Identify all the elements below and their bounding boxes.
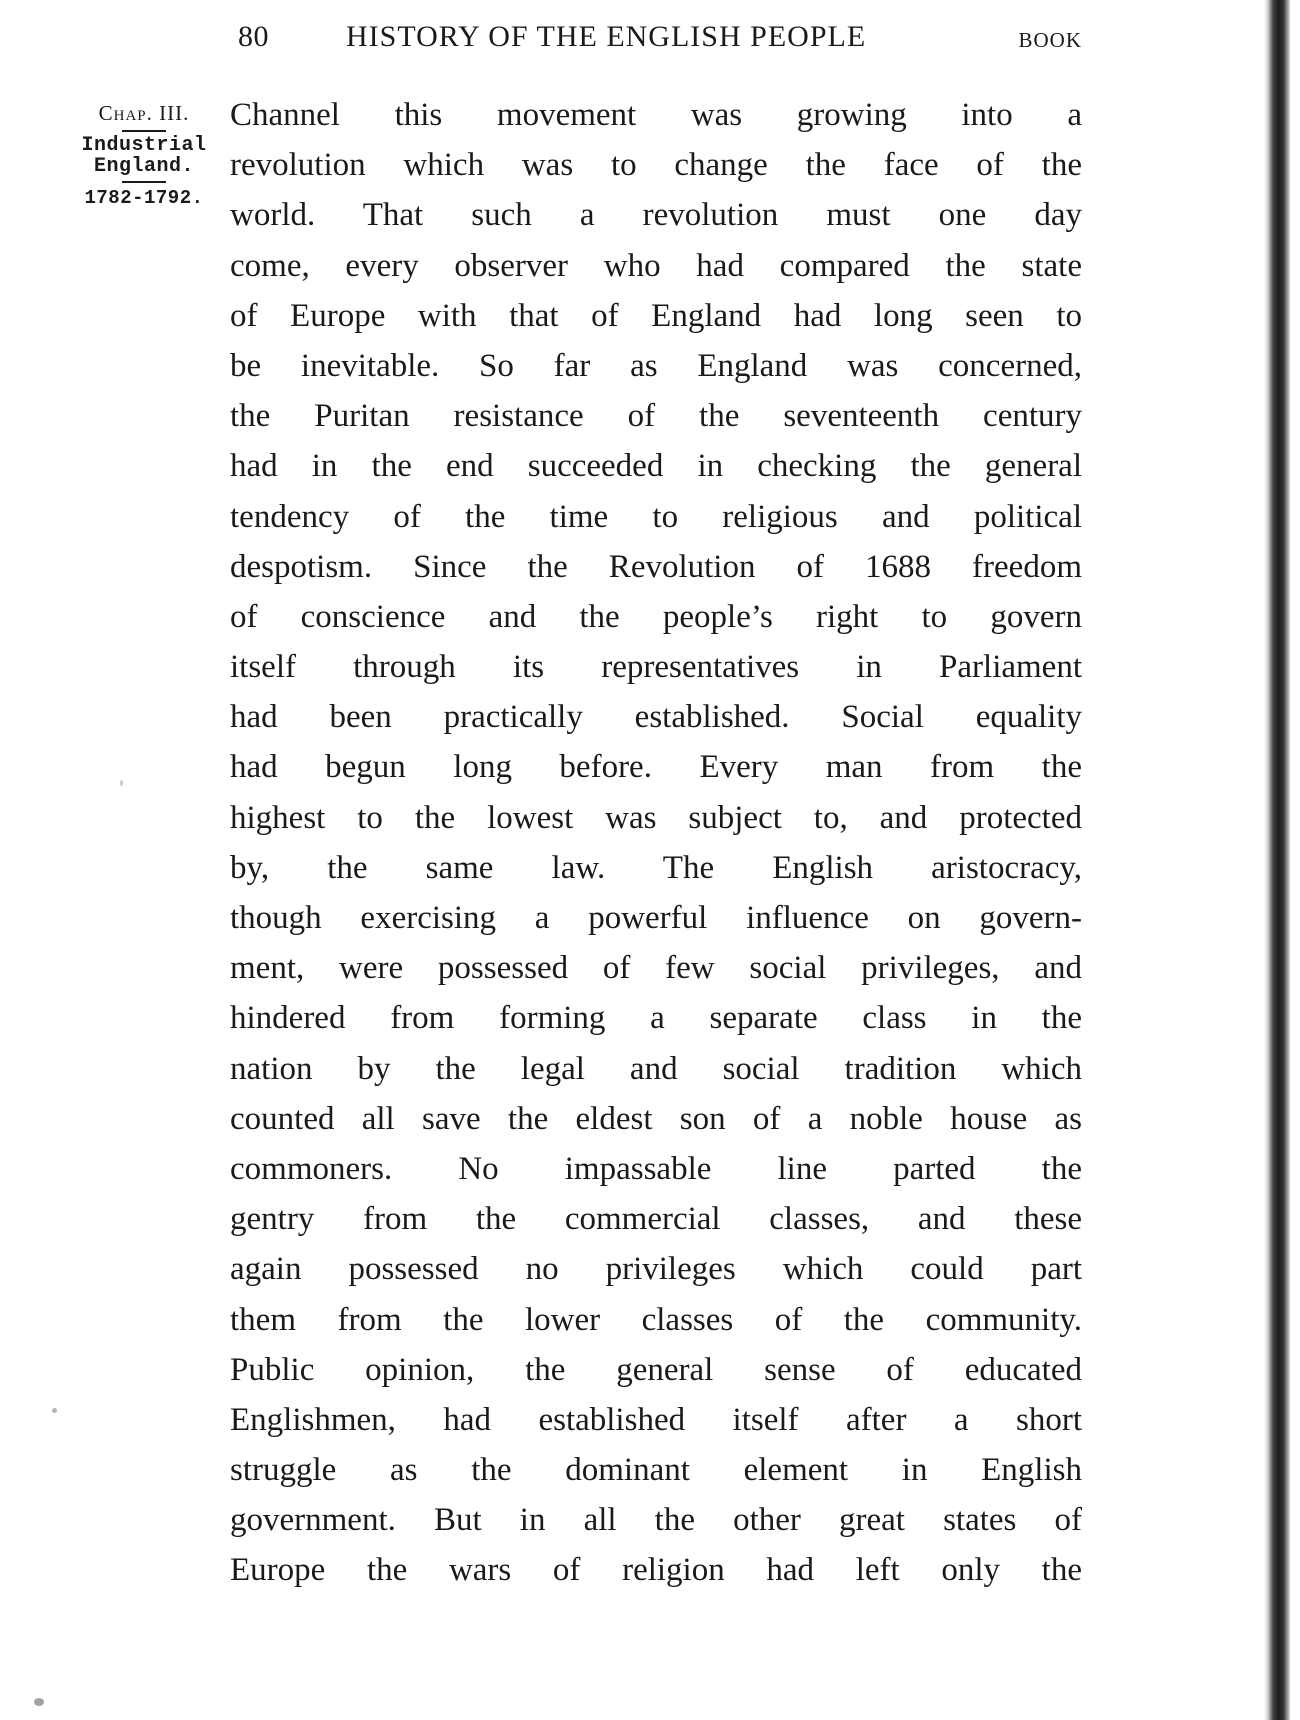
book-title: HISTORY OF THE ENGLISH PEOPLE	[346, 20, 867, 53]
text-line: commoners. No impassable line parted the	[230, 1150, 1082, 1187]
text-line: tendency of the time to religious and political	[230, 498, 1082, 535]
text-line: Channel this movement was growing into a	[230, 97, 1082, 133]
text-line: counted all save the eldest son of a noble house as	[230, 1100, 1082, 1137]
margin-notes	[78, 100, 210, 210]
text-line: by, the same law. The English aristocracy,	[230, 849, 1082, 886]
text-line: despotism. Since the Revolution of 1688 freedom	[230, 548, 1082, 585]
text-line: had begun long before. Every man from the	[230, 749, 1082, 786]
text-line: world. That such a revolution must one day	[230, 197, 1082, 234]
side-topic-line-1: Industrial	[81, 134, 207, 157]
text-line: Englishmen, had established itself after a short	[230, 1401, 1082, 1438]
text-line: though exercising a powerful influence on govern-	[230, 900, 1082, 936]
body-text	[230, 90, 1082, 1596]
scan-speck	[34, 1698, 44, 1706]
margin-rule	[122, 181, 166, 183]
text-line: ment, were possessed of few social privileges, and	[230, 950, 1082, 987]
page-number: 80	[238, 20, 269, 53]
text-line: Public opinion, the general sense of educated	[230, 1351, 1082, 1388]
binding-shadow	[1264, 0, 1290, 1720]
margin-rule	[122, 130, 166, 132]
text-line: had been practically established. Social equality	[230, 699, 1082, 736]
text-line: again possessed no privileges which could part	[230, 1251, 1082, 1288]
text-line: gentry from the commercial classes, and these	[230, 1201, 1082, 1238]
text-line: highest to the lowest was subject to, and protected	[230, 799, 1082, 836]
side-dates: 1782-1792.	[84, 187, 204, 209]
text-line: struggle as the dominant element in English	[230, 1452, 1082, 1489]
text-line: Europe the wars of religion had left only the	[230, 1552, 1082, 1589]
text-line: them from the lower classes of the community.	[230, 1301, 1082, 1338]
text-line: be inevitable. So far as England was concerned,	[230, 347, 1082, 384]
text-line: of conscience and the people’s right to govern	[230, 598, 1082, 635]
text-line: hindered from forming a separate class in the	[230, 1000, 1082, 1037]
chapter-label: Chap. III.	[98, 101, 190, 125]
text-line: had in the end succeeded in checking the general	[230, 448, 1082, 485]
text-line: government. But in all the other great states of	[230, 1502, 1082, 1539]
side-topic-line-2: England.	[93, 155, 194, 178]
scan-speck	[120, 780, 123, 786]
text-line: nation by the legal and social tradition which	[230, 1050, 1082, 1087]
text-line: the Puritan resistance of the seventeenth century	[230, 398, 1082, 435]
text-line: itself through its representatives in Parliament	[230, 649, 1082, 686]
text-line: of Europe with that of England had long seen to	[230, 297, 1082, 334]
running-head	[230, 18, 1082, 62]
book-label: BOOK	[1018, 28, 1082, 52]
scan-speck	[52, 1408, 57, 1413]
text-line: come, every observer who had compared the state	[230, 247, 1082, 284]
text-line: revolution which was to change the face of the	[230, 147, 1082, 184]
